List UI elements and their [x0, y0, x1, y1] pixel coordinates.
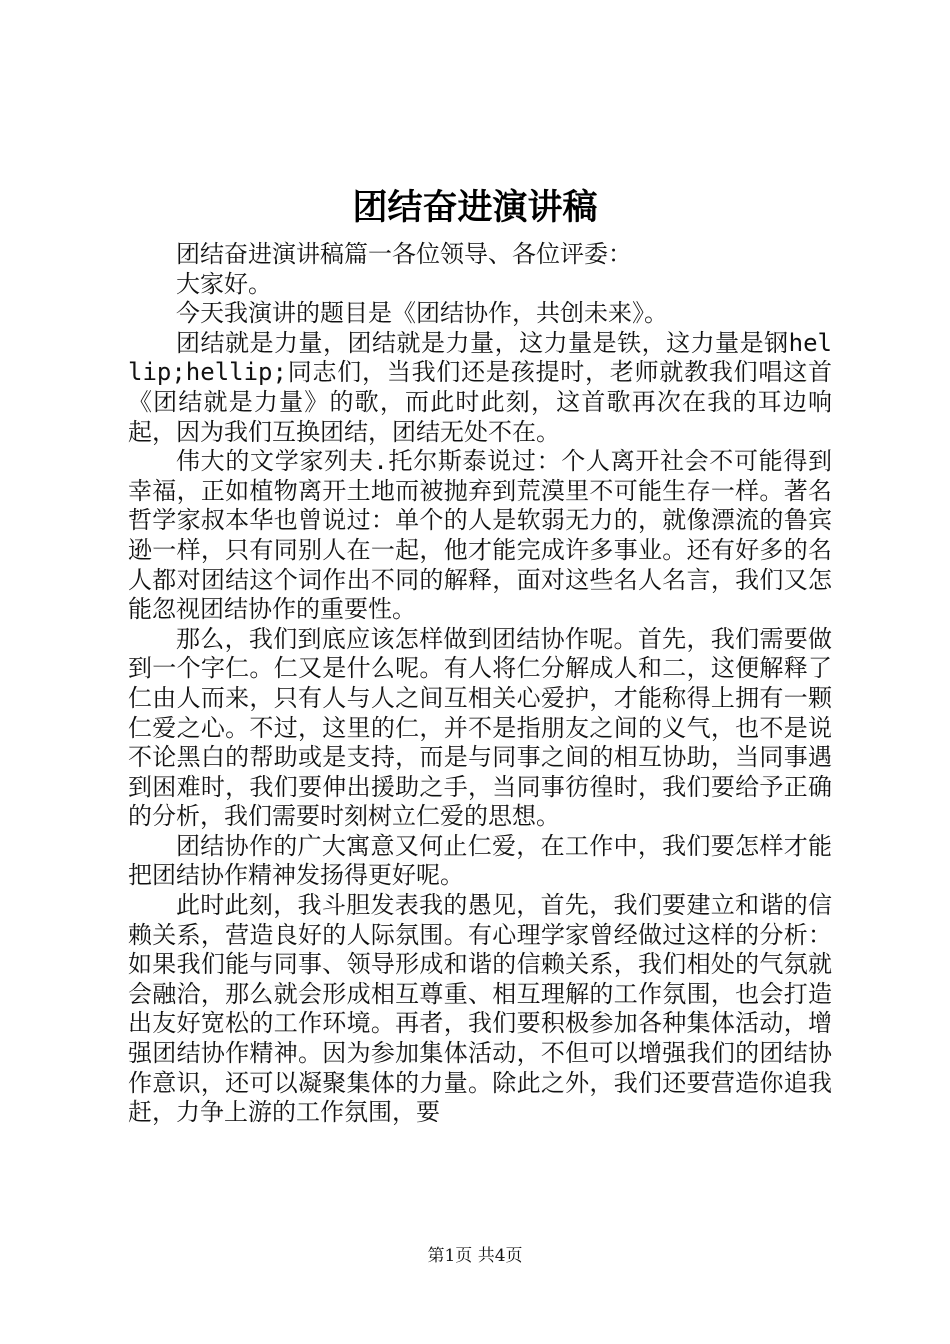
- paragraph-6: 那么，我们到底应该怎样做到团结协作呢。首先，我们需要做到一个字仁。仁又是什么呢。有人将仁分解成人和二，这便解释了仁由人而来，只有人与人之间互相关心爱护，才能称得上拥有一颗仁爱之心。不过，这里的仁，并不是指朋友之间的义气，也不是说不论黑白的帮助或是支持，而是与同事之间的相互协助，当同事遇到困难时，我们要伸出援助之手，当同事彷徨时，我们要给予正确的分析，我们需要时刻树立仁爱的思想。: [128, 624, 832, 831]
- paragraph-4: 团结就是力量，团结就是力量，这力量是铁，这力量是钢hellip;hellip;同志们，当我们还是孩提时，老师就教我们唱这首《团结就是力量》的歌，而此时此刻，这首歌再次在我的耳边响起，因为我们互换团结，团结无处不在。: [128, 328, 832, 446]
- document-title: 团结奋进演讲稿: [352, 188, 598, 228]
- paragraph-8: 此时此刻，我斗胆发表我的愚见，首先，我们要建立和谐的信赖关系，营造良好的人际氛围。有心理学家曾经做过这样的分析：如果我们能与同事、领导形成和谐的信赖关系，我们相处的气氛就会融洽，那么就会形成相互尊重、相互理解的工作氛围，也会打造出友好宽松的工作环境。再者，我们要积极参加各种集体活动，增强团结协作精神。因为参加集体活动，不但可以增强我们的团结协作意识，还可以凝聚集体的力量。除此之外，我们还要营造你追我赶，力争上游的工作氛围，要: [128, 891, 832, 1127]
- paragraph-5: 伟大的文学家列夫.托尔斯泰说过：个人离开社会不可能得到幸福，正如植物离开土地而被抛弃到荒漠里不可能生存一样。著名哲学家叔本华也曾说过：单个的人是软弱无力的，就像漂流的鲁宾逊一样，只有同别人在一起，他才能完成许多事业。还有好多的名人都对团结这个词作出不同的解释，面对这些名人名言，我们又怎能忽视团结协作的重要性。: [128, 447, 832, 624]
- paragraph-1: 团结奋进演讲稿篇一各位领导、各位评委：: [176, 240, 632, 268]
- page-number-footer: 第1页 共4页: [427, 1246, 523, 1266]
- paragraph-3: 今天我演讲的题目是《团结协作，共创未来》。: [176, 299, 668, 328]
- document-body: [128, 240, 832, 1128]
- paragraph-2: 大家好。: [176, 269, 272, 298]
- paragraph-7: 团结协作的广大寓意又何止仁爱，在工作中，我们要怎样才能把团结协作精神发扬得更好呢。: [128, 831, 832, 890]
